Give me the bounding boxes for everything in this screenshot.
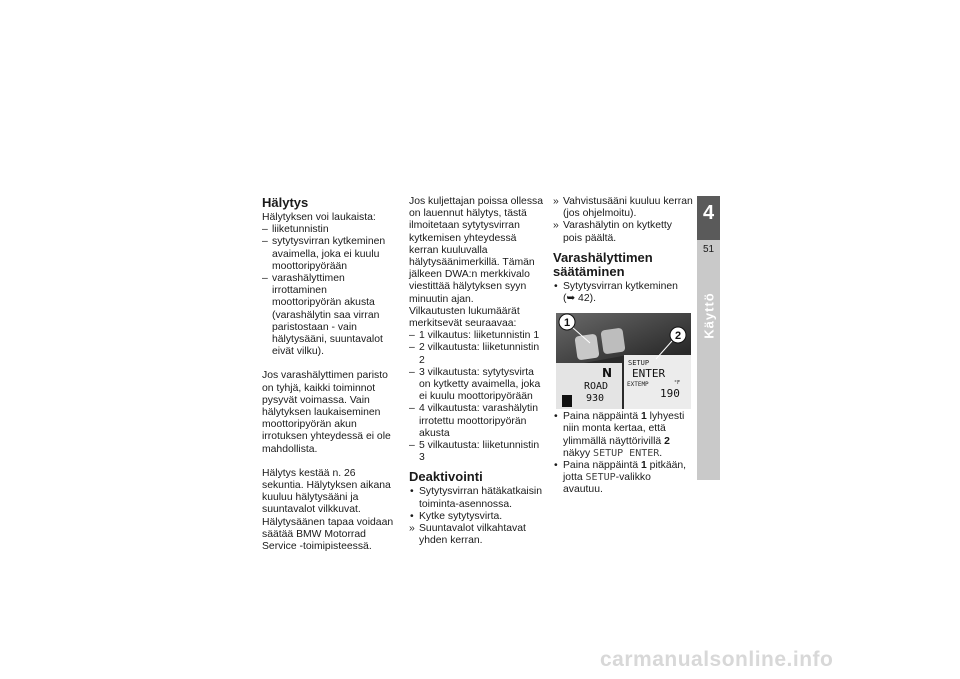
blink-intro: Vilkautusten lukumäärät merkitsevät seuraavaa: — [409, 305, 520, 330]
lcd-unit: °F — [674, 380, 681, 386]
paragraph: Jos varashälyttimen paristo on tyhjä, kaikki toiminnot pysyvät voimassa. Vain hälytyksen laukaiseminen moottoripyörän akun irrotuksen yhteydessä ei ole mahdollista. — [262, 370, 391, 455]
list-item: – 3 vilkautusta: sytytysvirta on kytketty avaimella, joka ei kuulu moottoripyörään — [409, 367, 544, 404]
list-item: • Paina näppäintä 1 lyhyesti niin monta kertaa, että ylimmällä näyttörivillä 2 näkyy SETUP ENTER. — [553, 411, 693, 460]
heading-deactivation: Deaktivointi — [409, 469, 483, 485]
mono-text: SETUP — [585, 472, 616, 484]
blink-list — [409, 330, 544, 464]
watermark: carmanualsonline.info — [600, 648, 834, 671]
list-item: » Varashälytin on kytketty pois päältä. — [553, 220, 693, 244]
page-number: 51 — [702, 244, 715, 255]
chapter-title: Käyttö — [701, 292, 717, 339]
lcd-value: 190 — [660, 387, 680, 400]
list-item: – 5 vilkautusta: liiketunnistin 3 — [409, 440, 544, 464]
list-item: – 4 vilkautusta: varashälytin irrotettu moottoripyörän akusta — [409, 403, 544, 440]
chapter-tab — [697, 196, 720, 480]
paragraph: Jos kuljettajan poissa ollessa on lauennut hälytys, tästä ilmoitetaan sytytysvirran kytkemisen yhteydessä kerran kuuluvalla hälytysäänimerkillä. Tämän jälkeen DWA:n merkkivalo viestittää hälytyksen syyn minuutin ajan. — [409, 196, 543, 305]
step-list — [553, 281, 693, 305]
lock-icon — [562, 395, 572, 407]
list-item: » Suuntavalot vilkahtavat yhden kerran. — [409, 523, 544, 547]
lcd-mode: ROAD — [584, 381, 609, 392]
list-item: – varashälyttimen irrottaminen moottoripyörän akusta (varashälytin saa virran paristostaan - vain hälytysääni, suuntavalot eivät vilku). — [262, 273, 397, 358]
list-item: » Vahvistusääni kuuluu kerran (jos ohjelmoitu). — [553, 196, 693, 220]
lcd-extemp: EXTEMP — [627, 381, 649, 388]
heading-alarm: Hälytys — [262, 195, 309, 210]
handlebar-display-photo — [556, 313, 691, 409]
button-1 — [574, 334, 599, 361]
list-item: – liiketunnistin — [262, 224, 397, 236]
lcd-gear: N — [602, 366, 613, 380]
trigger-list — [262, 224, 397, 358]
step-list-2 — [553, 411, 693, 496]
result-list — [553, 196, 693, 245]
intro-text: Hälytyksen voi laukaista: — [262, 212, 376, 223]
column-2 — [409, 196, 544, 547]
column-1 — [262, 196, 397, 553]
lcd-odo: 930 — [586, 393, 605, 404]
lcd-enter: ENTER — [632, 367, 666, 380]
callout-2: 2 — [674, 330, 682, 342]
paragraph: Hälytys kestää n. 26 sekuntia. Hälytyksen aikana kuuluu hälytysääni ja suuntavalot vilkkuvat. Hälytysäänen tapaa voidaan säätää BMW Motorrad Service -toimipisteessä. — [262, 467, 394, 553]
result-list — [409, 523, 544, 547]
list-item: • Kytke sytytysvirta. — [409, 511, 544, 523]
heading-alarm-settings: Varashälyttimen säätäminen — [553, 249, 653, 279]
list-item: – 1 vilkautus: liiketunnistin 1 — [409, 330, 544, 342]
list-item: • Sytytysvirran kytkeminen (➥ 42). — [553, 281, 693, 305]
button-2 — [600, 328, 625, 355]
step-list — [409, 486, 544, 523]
list-item: – sytytysvirran kytkeminen avaimella, joka ei kuulu moottoripyörään — [262, 236, 397, 273]
list-item: – 2 vilkautusta: liiketunnistin 2 — [409, 342, 544, 366]
list-item: • Sytytysvirran hätäkatkaisin toiminta-asennossa. — [409, 486, 544, 510]
page-reference: (➥ 42). — [563, 293, 596, 305]
lcd-setup: SETUP — [628, 359, 650, 367]
callout-1: 1 — [563, 317, 571, 329]
chapter-number: 4 — [697, 196, 720, 240]
mono-text: SETUP ENTER — [593, 447, 660, 459]
list-item: • Paina näppäintä 1 pitkään, jotta SETUP-valikko avautuu. — [553, 460, 693, 497]
